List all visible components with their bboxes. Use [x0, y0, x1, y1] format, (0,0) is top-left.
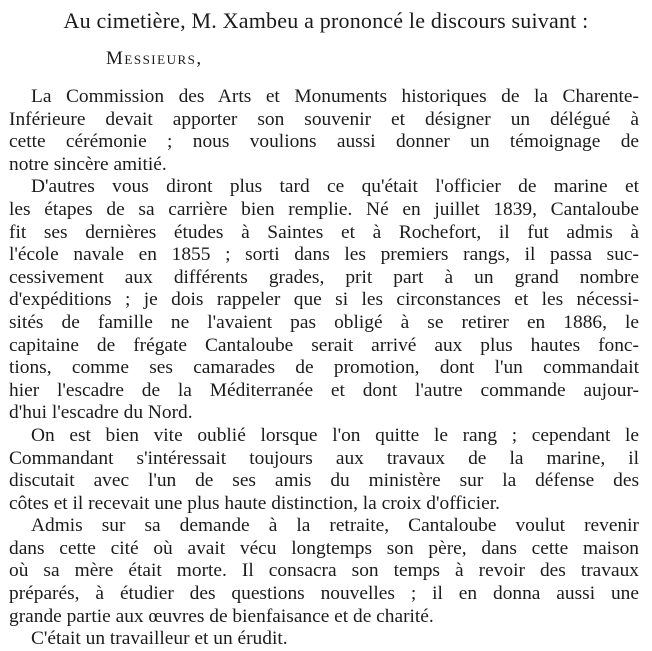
text-line: côtes et il recevait une plus haute distinction, la croix d'officier. [9, 492, 500, 514]
paragraph [9, 515, 639, 628]
text-line: fit ses dernières études à Saintes et à Rochefort, il fut admis à [9, 221, 639, 243]
text-line: notre sincère amitié. [9, 153, 167, 175]
text-line: cessivement aux différents grades, prit part à un grand nombre [9, 266, 639, 288]
salutation: Messieurs, [106, 48, 203, 69]
text-line: tions, comme ses camarades de promotion, dont l'un commandait [9, 357, 639, 379]
text-line: préparés, à étudier des questions nouvelles ; il en donna aussi une [9, 583, 639, 605]
text-line: dans cette cité où avait vécu longtemps son père, dans cette maison [9, 537, 639, 559]
paragraph [9, 86, 639, 176]
text-line: cette cérémonie ; nous voulions aussi donner un témoignage de [9, 131, 639, 153]
text-line: C'était un travailleur et un érudit. [31, 628, 288, 650]
heading: Au cimetière, M. Xambeu a prononcé le discours suivant : [63, 8, 589, 33]
paragraph [9, 425, 639, 515]
text-line: où sa mère était morte. Il consacra son temps à revoir des travaux [9, 560, 639, 582]
text-line: La Commission des Arts et Monuments historiques de la Charente- [31, 86, 639, 107]
paragraph [9, 176, 639, 425]
text-line: D'autres vous diront plus tard ce qu'était l'officier de marine et [31, 176, 639, 198]
text-line: grande partie aux œuvres de bienfaisance et de charité. [9, 605, 434, 627]
text-line: discutait avec l'un de ses amis du ministère sur la défense des [9, 470, 639, 492]
text-line: Inférieure devait apporter son souvenir et désigner un délégué à [9, 108, 639, 130]
text-line: sités de famille ne l'avaient pas obligé à se retirer en 1886, le [9, 311, 639, 333]
text-line: d'expéditions ; je dois rappeler que si les circonstances et les nécessi- [9, 289, 639, 311]
text-line: hier l'escadre de la Méditerranée et dont l'autre commande aujour- [9, 379, 639, 401]
text-line: capitaine de frégate Cantaloube serait arrivé aux plus hautes fonc- [9, 334, 639, 356]
text-line: Admis sur sa demande à la retraite, Cantaloube voulut revenir [31, 515, 639, 537]
text-line: Commandant s'intéressait toujours aux travaux de la marine, il [9, 447, 639, 469]
text-line: les étapes de sa carrière bien remplie. Né en juillet 1839, Cantaloube [9, 198, 639, 220]
text-line: On est bien vite oublié lorsque l'on quitte le rang ; cependant le [31, 424, 639, 446]
text-line: d'hui l'escadre du Nord. [9, 402, 193, 424]
paragraph [9, 628, 639, 651]
body-text [9, 86, 639, 651]
text-line: l'école navale en 1855 ; sorti dans les premiers rangs, il passa suc- [9, 244, 639, 266]
